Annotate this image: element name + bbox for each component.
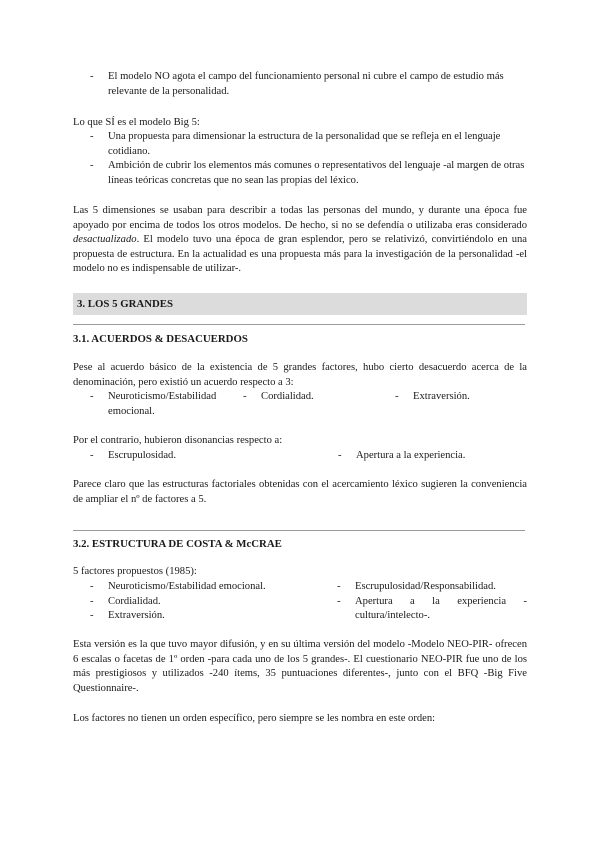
factors-left-list	[90, 580, 320, 624]
disagreement-intro: Por el contrario, hubieron disonancias respecto a:	[73, 435, 283, 446]
section-heading: 3. LOS 5 GRANDES	[73, 293, 527, 315]
factors-right-list	[337, 580, 527, 624]
paragraph-agreement: Pese al acuerdo básico de la existencia de 5 grandes factores, hubo cierto desacuerdo acerca de la denominación, pero existió un acuerdo respecto a 3:	[73, 362, 527, 388]
intro-bullet-list	[73, 70, 527, 99]
list-item: - Apertura a la experiencia -cultura/intelecto-.	[337, 595, 527, 624]
big5-bullet-list	[73, 130, 527, 188]
list-item: - Extraversión.	[90, 609, 320, 624]
agreement-item: - Neuroticismo/Estabilidad emocional.	[90, 390, 235, 419]
list-item: - Una propuesta para dimensionar la estructura de la personalidad que se refleja en el lenguaje cotidiano.	[73, 130, 527, 159]
list-item: - Cordialidad.	[90, 595, 320, 610]
divider	[73, 324, 525, 325]
divider	[73, 530, 525, 531]
agreement-item: - Cordialidad.	[243, 390, 373, 405]
subsection-heading: 3.2. ESTRUCTURA DE COSTA & McCRAE	[73, 538, 282, 550]
paragraph-dimensions	[73, 204, 527, 277]
list-item: - El modelo NO agota el campo del funcionamiento personal ni cubre el campo de estudio más relevante de la personalidad.	[73, 70, 527, 99]
list-item: - Ambición de cubrir los elementos más comunes o representativos del lenguaje -al margen de otras líneas teóricas concretas que no sean las propias del léxico.	[73, 159, 527, 188]
paragraph-order: Los factores no tienen un orden específico, pero siempre se les nombra en este orden:	[73, 713, 436, 724]
list-item: - Escrupulosidad/Responsabilidad.	[337, 580, 527, 595]
paragraph-lexical: Parece claro que las estructuras factoriales obtenidas con el acercamiento léxico sugieren la conveniencia de ampliar el nº de factores a 5.	[73, 479, 527, 505]
factors-intro: 5 factores propuestos (1985):	[73, 566, 197, 577]
agreement-item: - Extraversión.	[395, 390, 525, 405]
paragraph-text: . El modelo tuvo una época de gran esplendor, pero se relativizó, convirtiéndolo en una propuesta de estructura. En la actualidad es una propuesta más para la investigación de la personalidad -el modelo no es indispensable de utilizar-.	[73, 234, 527, 274]
paragraph-text: Las 5 dimensiones se usaban para describir a todas las personas del mundo, y durante una época fue apoyado por encima de todos los otros modelos. De hecho, si no se defendía o utilizaba eras considerado	[73, 205, 527, 231]
emphasis: desactualizado	[73, 234, 137, 245]
big5-intro: Lo que SÍ es el modelo Big 5:	[73, 117, 200, 128]
paragraph-neo: Esta versión es la que tuvo mayor difusión, y en su última versión del modelo -Modelo NEO-PIR- ofrecen 6 escalas o facetas de 1º orden -para cada uno de los 5 grandes-. El cuestionario NEO-PIR fue uno de los más prestigiosos y utilizados -240 ítems, 35 puntuaciones diferentes-, junto con el BFQ -Big Five Questionnaire-.	[73, 639, 527, 694]
subsection-heading: 3.1. ACUERDOS & DESACUERDOS	[73, 333, 248, 345]
disagreement-item: - Apertura a la experiencia.	[338, 449, 527, 464]
list-item: - Neuroticismo/Estabilidad emocional.	[90, 580, 320, 595]
disagreement-item: - Escrupulosidad.	[90, 449, 320, 464]
